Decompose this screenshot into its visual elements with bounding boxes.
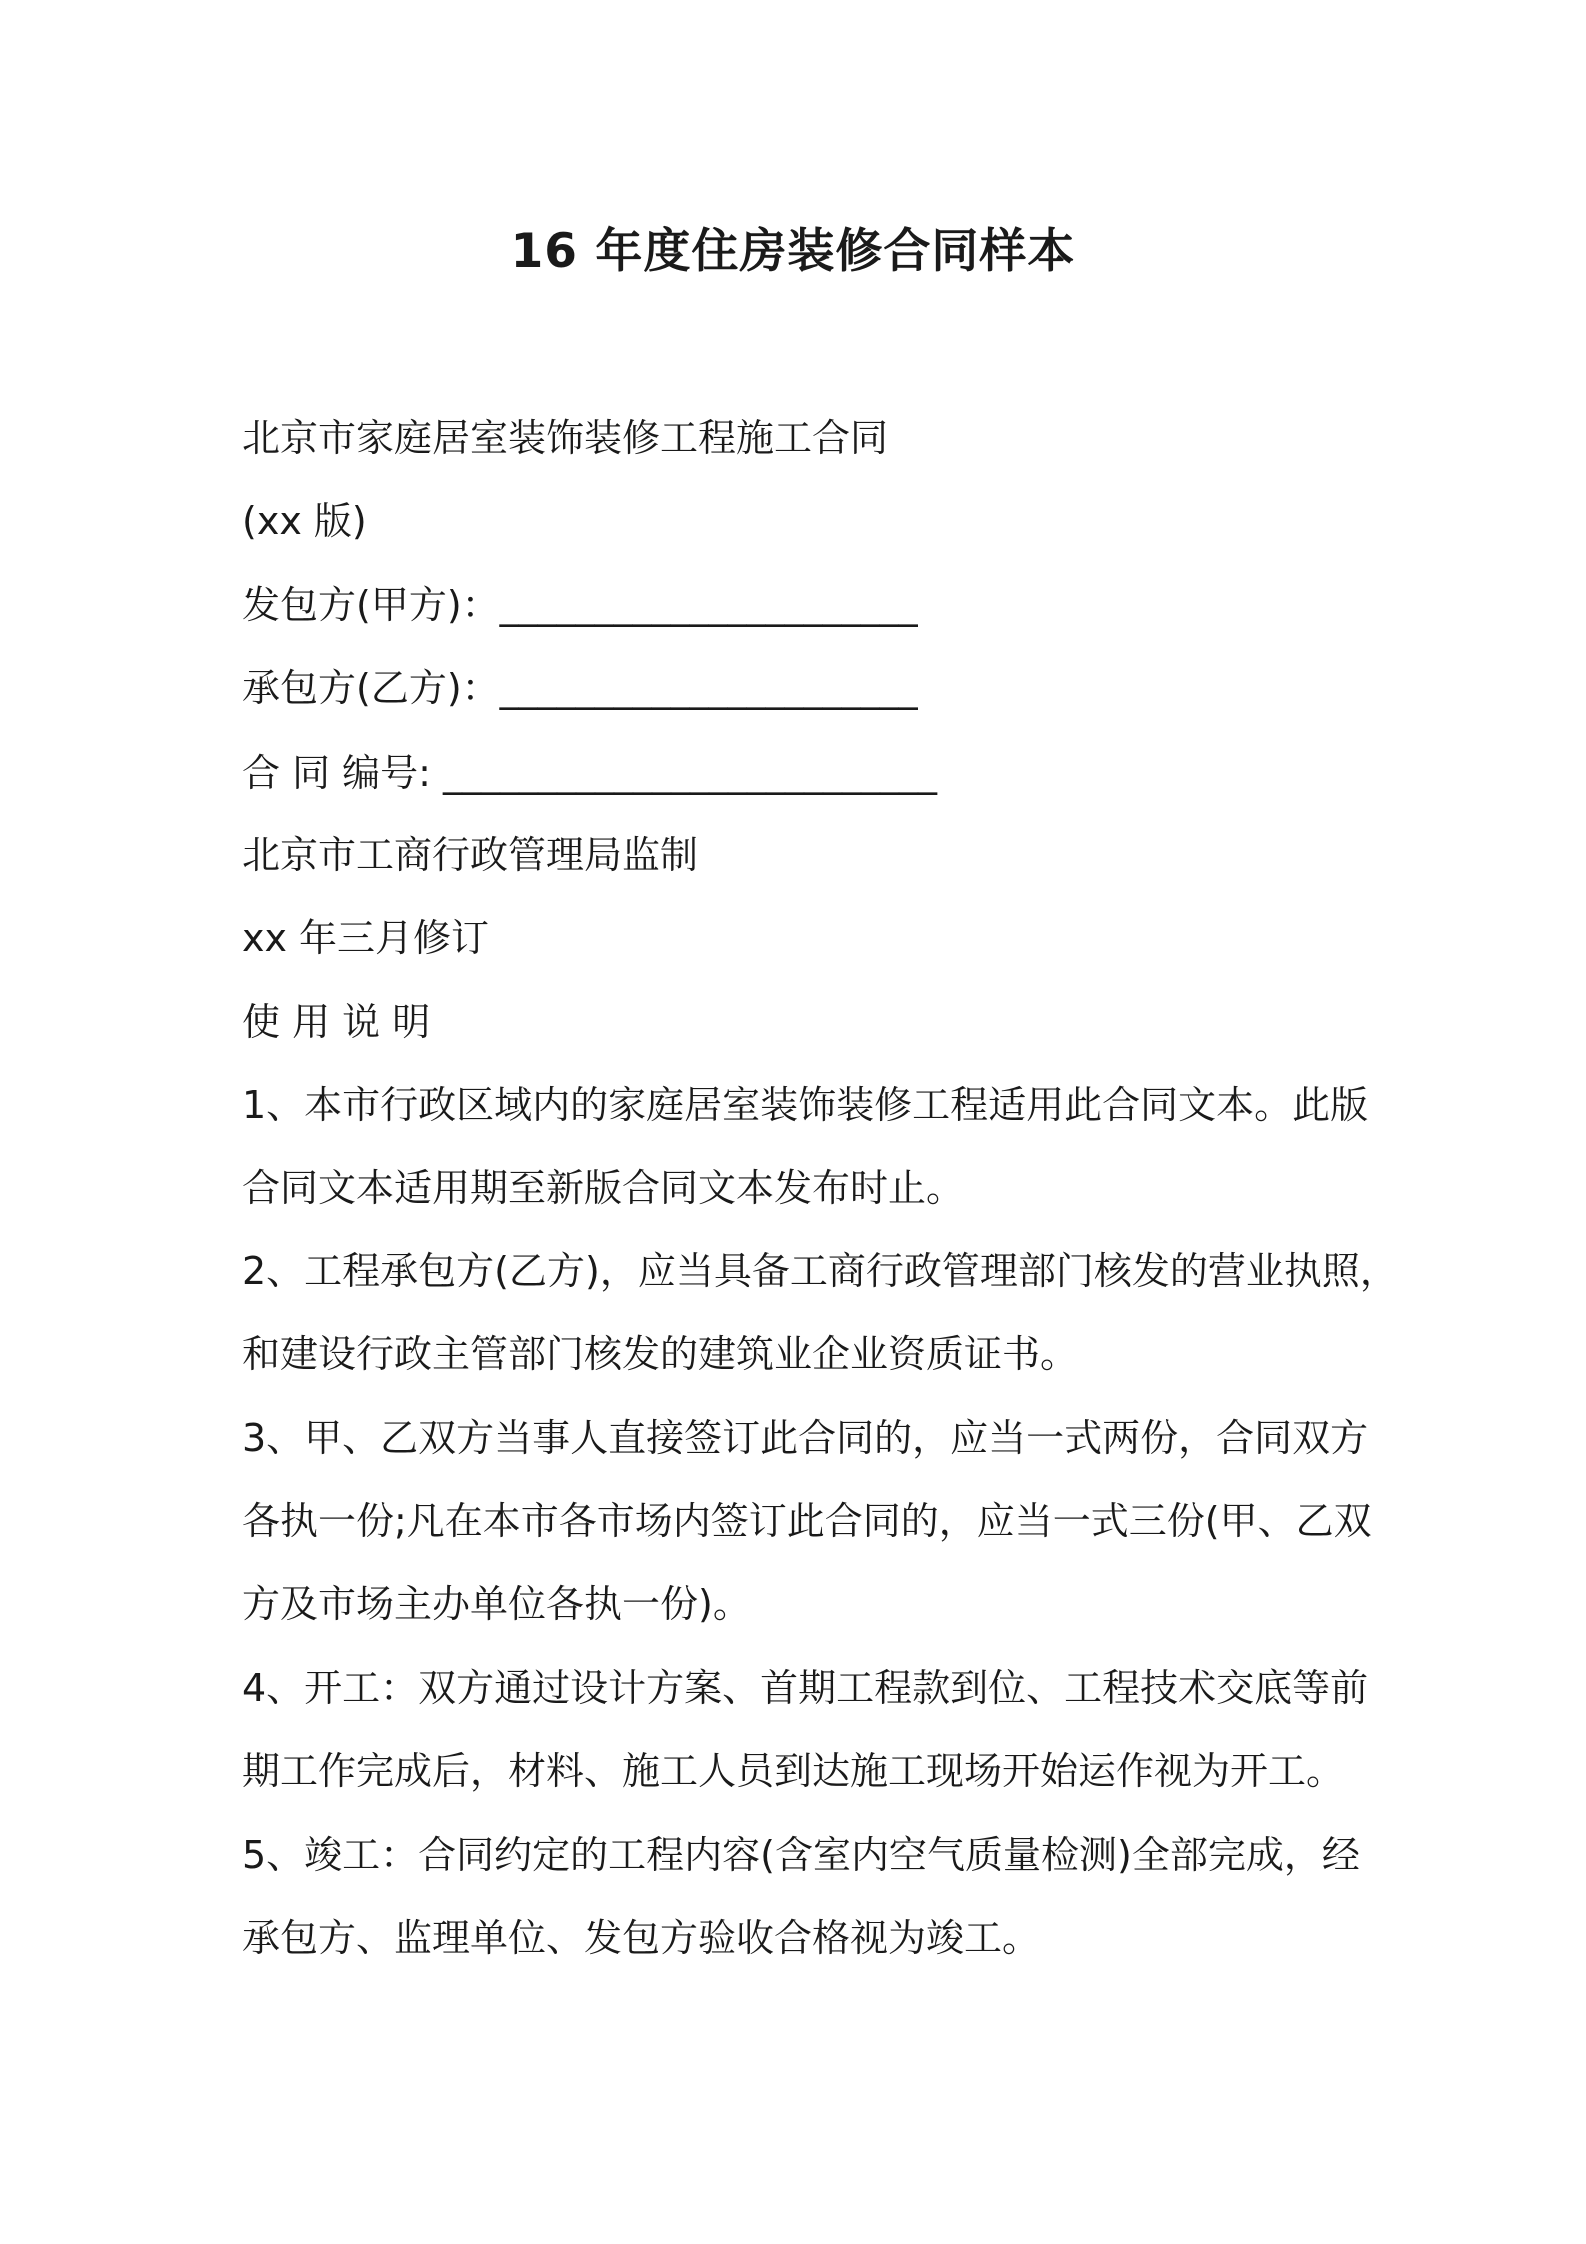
party-a-field: 发包方(甲方)：______________________: [242, 583, 918, 627]
supervisor-line: 北京市工商行政管理局监制: [242, 833, 699, 877]
contract-number-field: 合 同 编号: __________________________: [242, 751, 938, 795]
paragraph-line: 5、竣工：合同约定的工程内容(含室内空气质量检测)全部完成，经: [242, 1833, 1360, 1877]
contract-name: 北京市家庭居室装饰装修工程施工合同: [242, 416, 889, 460]
party-b-field: 承包方(乙方)：______________________: [242, 666, 918, 710]
document-title: 16 年度住房装修合同样本: [510, 224, 1076, 279]
instructions-heading: 使 用 说 明: [242, 1000, 431, 1044]
paragraph-line: 合同文本适用期至新版合同文本发布时止。: [242, 1166, 965, 1210]
revision-line: xx 年三月修订: [242, 916, 490, 960]
paragraph-line: 承包方、监理单位、发包方验收合格视为竣工。: [242, 1916, 1041, 1960]
paragraph-line: 和建设行政主管部门核发的建筑业企业资质证书。: [242, 1332, 1079, 1376]
paragraph-line: 2、工程承包方(乙方)，应当具备工商行政管理部门核发的营业执照，: [242, 1249, 1398, 1293]
paragraph-line: 4、开工：双方通过设计方案、首期工程款到位、工程技术交底等前: [242, 1666, 1369, 1710]
contract-version: (xx 版): [242, 499, 367, 543]
paragraph-line: 1、本市行政区域内的家庭居室装饰装修工程适用此合同文本。此版: [242, 1083, 1369, 1127]
paragraph-line: 各执一份;凡在本市各市场内签订此合同的，应当一式三份(甲、乙双: [242, 1499, 1372, 1543]
paragraph-line: 期工作完成后，材料、施工人员到达施工现场开始运作视为开工。: [242, 1749, 1345, 1793]
paragraph-line: 3、甲、乙双方当事人直接签订此合同的，应当一式两份，合同双方: [242, 1416, 1369, 1460]
paragraph-line: 方及市场主办单位各执一份)。: [242, 1582, 751, 1626]
